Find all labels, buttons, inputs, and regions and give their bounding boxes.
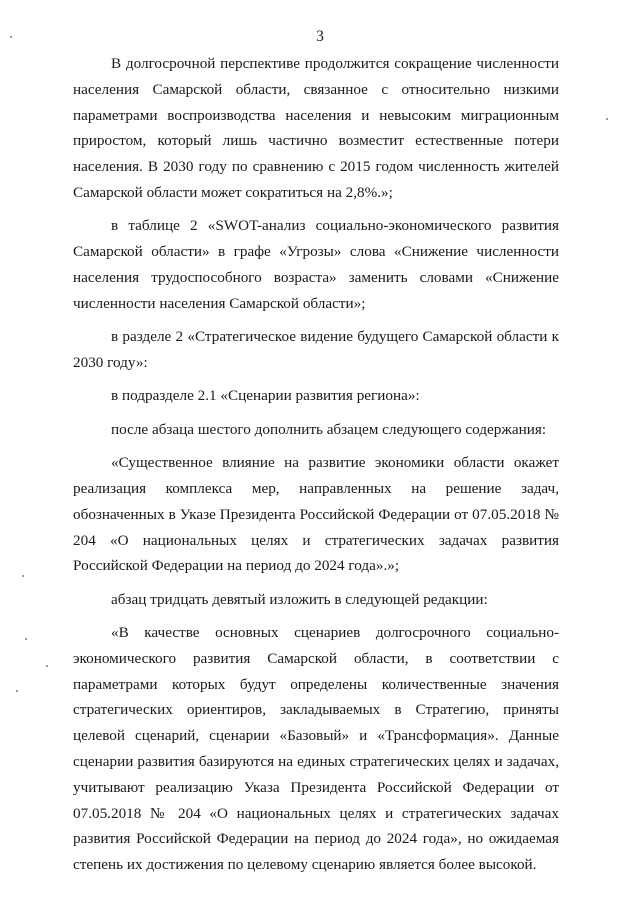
scan-speck [25,638,27,640]
paragraph-swot-table-amendment: в таблице 2 «SWOT-анализ социально-экономического развития Самарской области» в графе «Угрозы» слова «Снижение численности населения трудоспособного возраста» заменить словами «Снижение численности населения Самарской области»; [73,217,559,312]
paragraph-development-scenarios: «В качестве основных сценариев долгосрочного социально-экономического развития Самарской области, в соответствии с параметрами которых будут определены количественные значения стратегических ориентиров, закладываемых в Стратегию, приняты целевой сценарий, сценарии «Базовый» и «Трансформация». Данные сценарии развития базируются на единых стратегических целях и задачах, учитывают реализацию Указа Президента Российской Федерации от 07.05.2018 № 204 «О национальных целях и стратегических задачах развития Российской Федерации на период до 2024 года», но ожидаемая степень их достижения по целевому сценарию является более высокой. [73,624,559,874]
scan-speck [16,690,18,692]
paragraph-add-after-sixth: после абзаца шестого дополнить абзацем следующего содержания: [111,420,547,438]
paragraph-thirty-ninth-amendment: абзац тридцать девятый изложить в следующей редакции: [111,590,488,608]
paragraph-population-outlook: В долгосрочной перспективе продолжится сокращение численности населения Самарской области, связанное с относительно низкими параметрами воспроизводства населения и невысоким миграционным приростом, который лишь частично возместит естественные потери населения. В 2030 году по сравнению с 2015 годом численность жителей Самарской области может сократиться на 2,8%.»; [73,55,559,201]
scan-speck [606,118,608,120]
scan-speck [10,36,12,38]
scan-speck [22,575,24,577]
document-body [73,51,559,878]
scan-speck [46,665,48,667]
paragraph-section-2-reference: в разделе 2 «Стратегическое видение будущего Самарской области к 2030 году»: [73,328,559,371]
page-number: 3 [316,28,324,45]
paragraph-subsection-2-1-reference: в подразделе 2.1 «Сценарии развития региона»: [111,387,420,405]
paragraph-economic-influence: «Существенное влияние на развитие экономики области окажет реализация комплекса мер, направленных на решение задач, обозначенных в Указе Президента Российской Федерации от 07.05.2018 № 204 «О национальных целях и стратегических задачах развития Российской Федерации на период до 2024 года».»; [73,454,559,575]
